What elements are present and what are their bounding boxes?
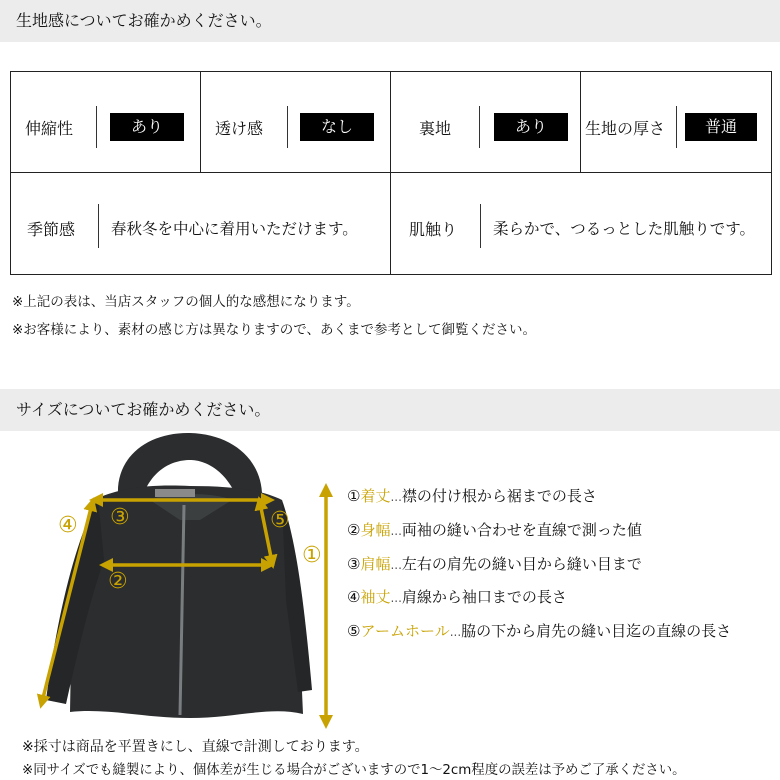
legend-item-3: ③肩幅...左右の肩先の縫い目から縫い目まで: [347, 555, 642, 573]
marker-2: ②: [108, 569, 128, 594]
legend-item-1: ①着丈...襟の付け根から裾までの長さ: [347, 487, 597, 505]
fabric-note-2: ※お客様により、素材の感じ方は異なりますので、あくまで参考として御覧ください。: [12, 322, 537, 338]
legend-item-2: ②身幅...両袖の縫い合わせを直線で測った値: [347, 521, 642, 539]
texture-label: 肌触り: [409, 220, 458, 239]
legend-item-4: ④袖丈...肩線から袖口までの長さ: [347, 588, 567, 606]
marker-3: ③: [110, 505, 130, 530]
sheer-label: 透け感: [215, 119, 264, 138]
jacket-body: [70, 486, 303, 719]
lining-label: 裏地: [419, 119, 452, 138]
marker-1: ①: [302, 543, 322, 568]
size-section-header: サイズについてお確かめください。: [0, 389, 780, 431]
season-value: 春秋冬を中心に着用いただけます。: [111, 220, 358, 238]
thickness-label: 生地の厚さ: [585, 119, 666, 138]
fabric-section-header: 生地感についてお確かめください。: [0, 0, 780, 42]
texture-value: 柔らかで、つるっとした肌触りです。: [493, 220, 755, 238]
marker-5: ⑤: [270, 508, 290, 533]
sheer-value-badge: なし: [300, 113, 374, 141]
fabric-note-1: ※上記の表は、当店スタッフの個人的な感想になります。: [12, 294, 360, 310]
marker-4: ④: [58, 513, 78, 538]
thickness-value-badge: 普通: [685, 113, 757, 141]
legend-item-5: ⑤アームホール...脇の下から肩先の縫い目迄の直線の長さ: [347, 622, 732, 640]
jacket-label: [155, 489, 195, 497]
size-note-2: ※同サイズでも縫製により、個体差が生じる場合がございますので1～2cm程度の誤差は予めご了承ください。: [22, 763, 686, 778]
size-note-1: ※採寸は商品を平置きにし、直線で計測しております。: [22, 739, 369, 755]
season-label: 季節感: [27, 220, 76, 239]
stretch-label: 伸縮性: [25, 119, 74, 138]
stretch-value-badge: あり: [110, 113, 184, 141]
lining-value-badge: あり: [494, 113, 568, 141]
